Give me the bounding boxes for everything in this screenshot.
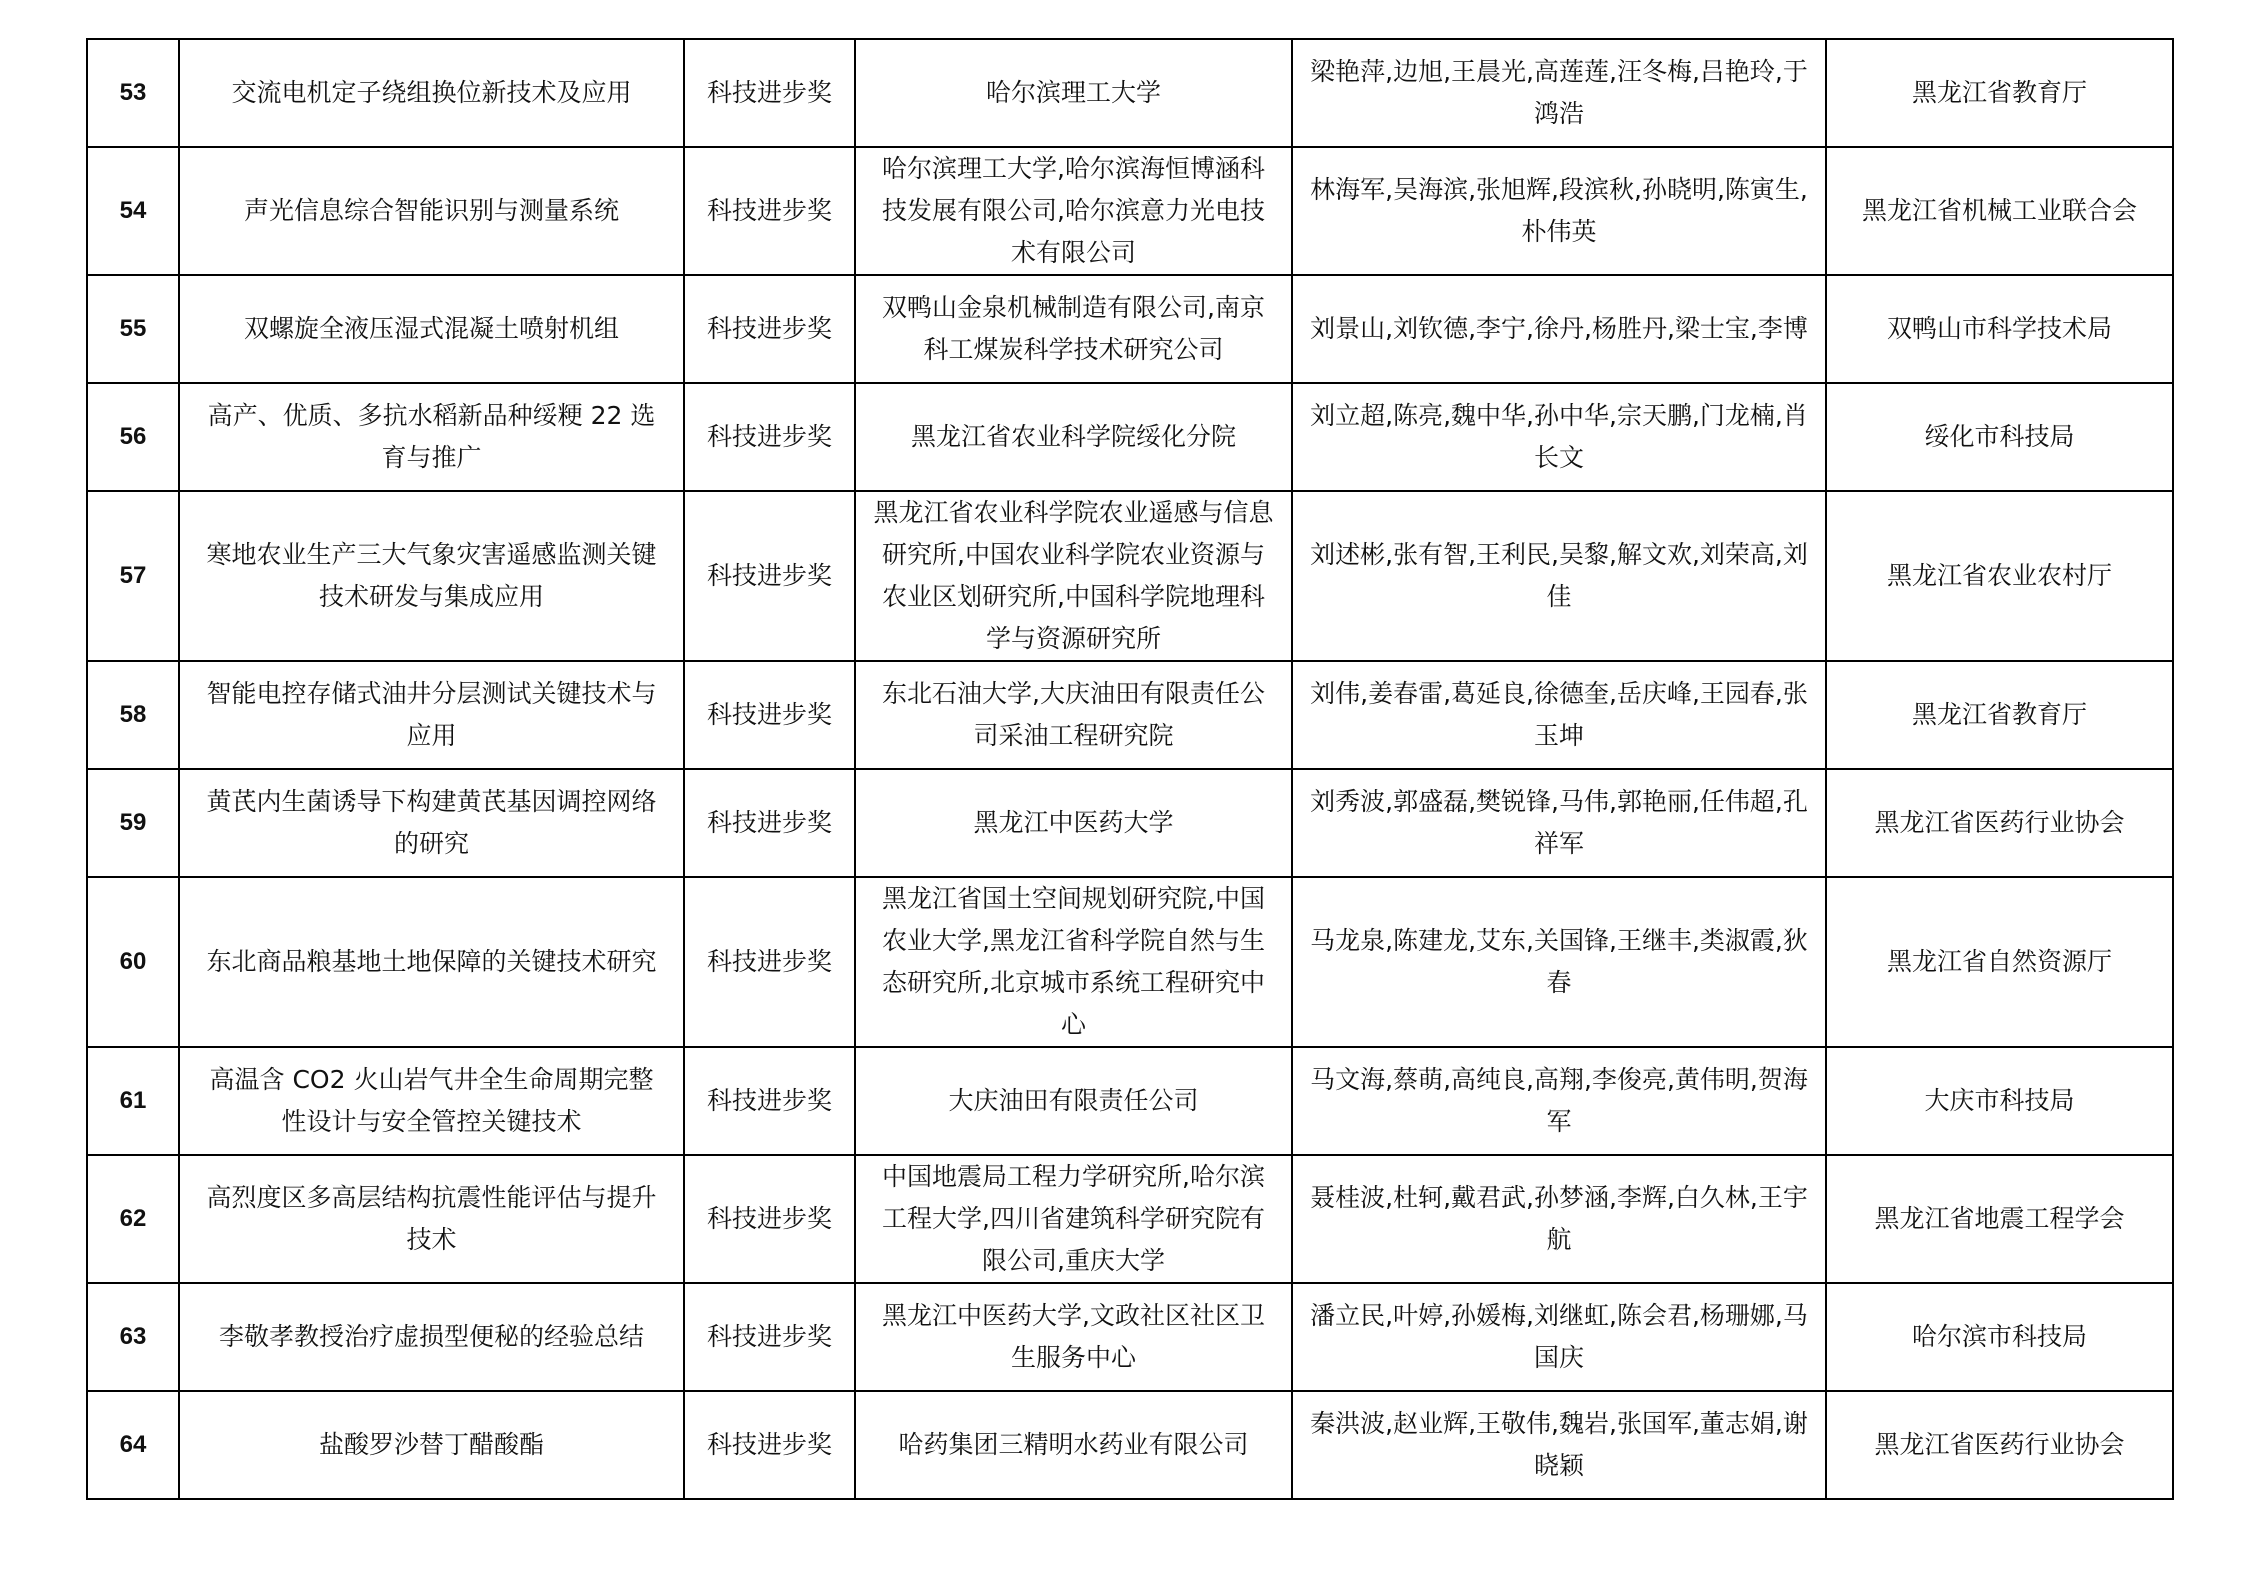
project-name: 黄芪内生菌诱导下构建黄芪基因调控网络的研究	[179, 769, 684, 877]
row-number: 59	[87, 769, 179, 877]
award-category: 科技进步奖	[684, 491, 855, 661]
project-name: 东北商品粮基地土地保障的关键技术研究	[179, 877, 684, 1047]
table-row	[87, 769, 2173, 877]
completing-people: 梁艳萍,边旭,王晨光,高莲莲,汪冬梅,吕艳玲,于鸿浩	[1292, 39, 1826, 147]
nominating-unit: 哈尔滨市科技局	[1826, 1283, 2173, 1391]
project-name: 高产、优质、多抗水稻新品种绥粳 22 选育与推广	[179, 383, 684, 491]
row-number: 56	[87, 383, 179, 491]
row-number: 53	[87, 39, 179, 147]
project-name: 声光信息综合智能识别与测量系统	[179, 147, 684, 275]
table-row	[87, 383, 2173, 491]
awards-table	[86, 38, 2174, 1500]
row-number: 54	[87, 147, 179, 275]
award-category: 科技进步奖	[684, 1047, 855, 1155]
completing-people: 刘秀波,郭盛磊,樊锐锋,马伟,郭艳丽,任伟超,孔祥军	[1292, 769, 1826, 877]
nominating-unit: 双鸭山市科学技术局	[1826, 275, 2173, 383]
completing-units: 东北石油大学,大庆油田有限责任公司采油工程研究院	[855, 661, 1292, 769]
award-category: 科技进步奖	[684, 1283, 855, 1391]
row-number: 63	[87, 1283, 179, 1391]
award-category: 科技进步奖	[684, 39, 855, 147]
completing-people: 刘景山,刘钦德,李宁,徐丹,杨胜丹,梁士宝,李博	[1292, 275, 1826, 383]
row-number: 64	[87, 1391, 179, 1499]
table-row	[87, 39, 2173, 147]
completing-units: 中国地震局工程力学研究所,哈尔滨工程大学,四川省建筑科学研究院有限公司,重庆大学	[855, 1155, 1292, 1283]
award-category: 科技进步奖	[684, 877, 855, 1047]
nominating-unit: 黑龙江省农业农村厅	[1826, 491, 2173, 661]
completing-units: 黑龙江省农业科学院绥化分院	[855, 383, 1292, 491]
completing-people: 刘立超,陈亮,魏中华,孙中华,宗天鹏,门龙楠,肖长文	[1292, 383, 1826, 491]
completing-people: 秦洪波,赵业辉,王敬伟,魏岩,张国军,董志娟,谢晓颖	[1292, 1391, 1826, 1499]
row-number: 55	[87, 275, 179, 383]
completing-people: 刘述彬,张有智,王利民,吴黎,解文欢,刘荣高,刘佳	[1292, 491, 1826, 661]
row-number: 58	[87, 661, 179, 769]
nominating-unit: 绥化市科技局	[1826, 383, 2173, 491]
completing-units: 黑龙江省农业科学院农业遥感与信息研究所,中国农业科学院农业资源与农业区划研究所,中国科学院地理科学与资源研究所	[855, 491, 1292, 661]
completing-people: 潘立民,叶婷,孙媛梅,刘继虹,陈会君,杨珊娜,马国庆	[1292, 1283, 1826, 1391]
row-number: 61	[87, 1047, 179, 1155]
row-number: 57	[87, 491, 179, 661]
nominating-unit: 黑龙江省教育厅	[1826, 39, 2173, 147]
project-name: 高温含 CO2 火山岩气井全生命周期完整性设计与安全管控关键技术	[179, 1047, 684, 1155]
award-category: 科技进步奖	[684, 661, 855, 769]
completing-people: 林海军,吴海滨,张旭辉,段滨秋,孙晓明,陈寅生,朴伟英	[1292, 147, 1826, 275]
nominating-unit: 黑龙江省教育厅	[1826, 661, 2173, 769]
completing-units: 哈尔滨理工大学	[855, 39, 1292, 147]
nominating-unit: 黑龙江省机械工业联合会	[1826, 147, 2173, 275]
project-name: 双螺旋全液压湿式混凝土喷射机组	[179, 275, 684, 383]
awards-table-body	[87, 39, 2173, 1499]
project-name: 盐酸罗沙替丁醋酸酯	[179, 1391, 684, 1499]
table-row	[87, 1391, 2173, 1499]
row-number: 60	[87, 877, 179, 1047]
award-category: 科技进步奖	[684, 769, 855, 877]
completing-people: 聂桂波,杜轲,戴君武,孙梦涵,李辉,白久林,王宇航	[1292, 1155, 1826, 1283]
award-category: 科技进步奖	[684, 383, 855, 491]
completing-units: 双鸭山金泉机械制造有限公司,南京科工煤炭科学技术研究公司	[855, 275, 1292, 383]
table-row	[87, 275, 2173, 383]
project-name: 李敬孝教授治疗虚损型便秘的经验总结	[179, 1283, 684, 1391]
table-row	[87, 877, 2173, 1047]
table-row	[87, 1047, 2173, 1155]
completing-units: 黑龙江中医药大学	[855, 769, 1292, 877]
completing-units: 黑龙江中医药大学,文政社区社区卫生服务中心	[855, 1283, 1292, 1391]
completing-units: 哈尔滨理工大学,哈尔滨海恒博涵科技发展有限公司,哈尔滨意力光电技术有限公司	[855, 147, 1292, 275]
table-row	[87, 661, 2173, 769]
project-name: 交流电机定子绕组换位新技术及应用	[179, 39, 684, 147]
nominating-unit: 黑龙江省医药行业协会	[1826, 769, 2173, 877]
table-row	[87, 147, 2173, 275]
row-number: 62	[87, 1155, 179, 1283]
completing-units: 哈药集团三精明水药业有限公司	[855, 1391, 1292, 1499]
nominating-unit: 黑龙江省医药行业协会	[1826, 1391, 2173, 1499]
completing-people: 马文海,蔡萌,高纯良,高翔,李俊亮,黄伟明,贺海军	[1292, 1047, 1826, 1155]
project-name: 智能电控存储式油井分层测试关键技术与应用	[179, 661, 684, 769]
nominating-unit: 大庆市科技局	[1826, 1047, 2173, 1155]
table-row	[87, 1283, 2173, 1391]
completing-units: 大庆油田有限责任公司	[855, 1047, 1292, 1155]
award-category: 科技进步奖	[684, 1391, 855, 1499]
project-name: 寒地农业生产三大气象灾害遥感监测关键技术研发与集成应用	[179, 491, 684, 661]
nominating-unit: 黑龙江省地震工程学会	[1826, 1155, 2173, 1283]
award-category: 科技进步奖	[684, 147, 855, 275]
award-category: 科技进步奖	[684, 275, 855, 383]
table-row	[87, 491, 2173, 661]
nominating-unit: 黑龙江省自然资源厅	[1826, 877, 2173, 1047]
completing-people: 刘伟,姜春雷,葛延良,徐德奎,岳庆峰,王园春,张玉坤	[1292, 661, 1826, 769]
project-name: 高烈度区多高层结构抗震性能评估与提升技术	[179, 1155, 684, 1283]
completing-people: 马龙泉,陈建龙,艾东,关国锋,王继丰,类淑霞,狄春	[1292, 877, 1826, 1047]
award-category: 科技进步奖	[684, 1155, 855, 1283]
completing-units: 黑龙江省国土空间规划研究院,中国农业大学,黑龙江省科学院自然与生态研究所,北京城市系统工程研究中心	[855, 877, 1292, 1047]
table-row	[87, 1155, 2173, 1283]
